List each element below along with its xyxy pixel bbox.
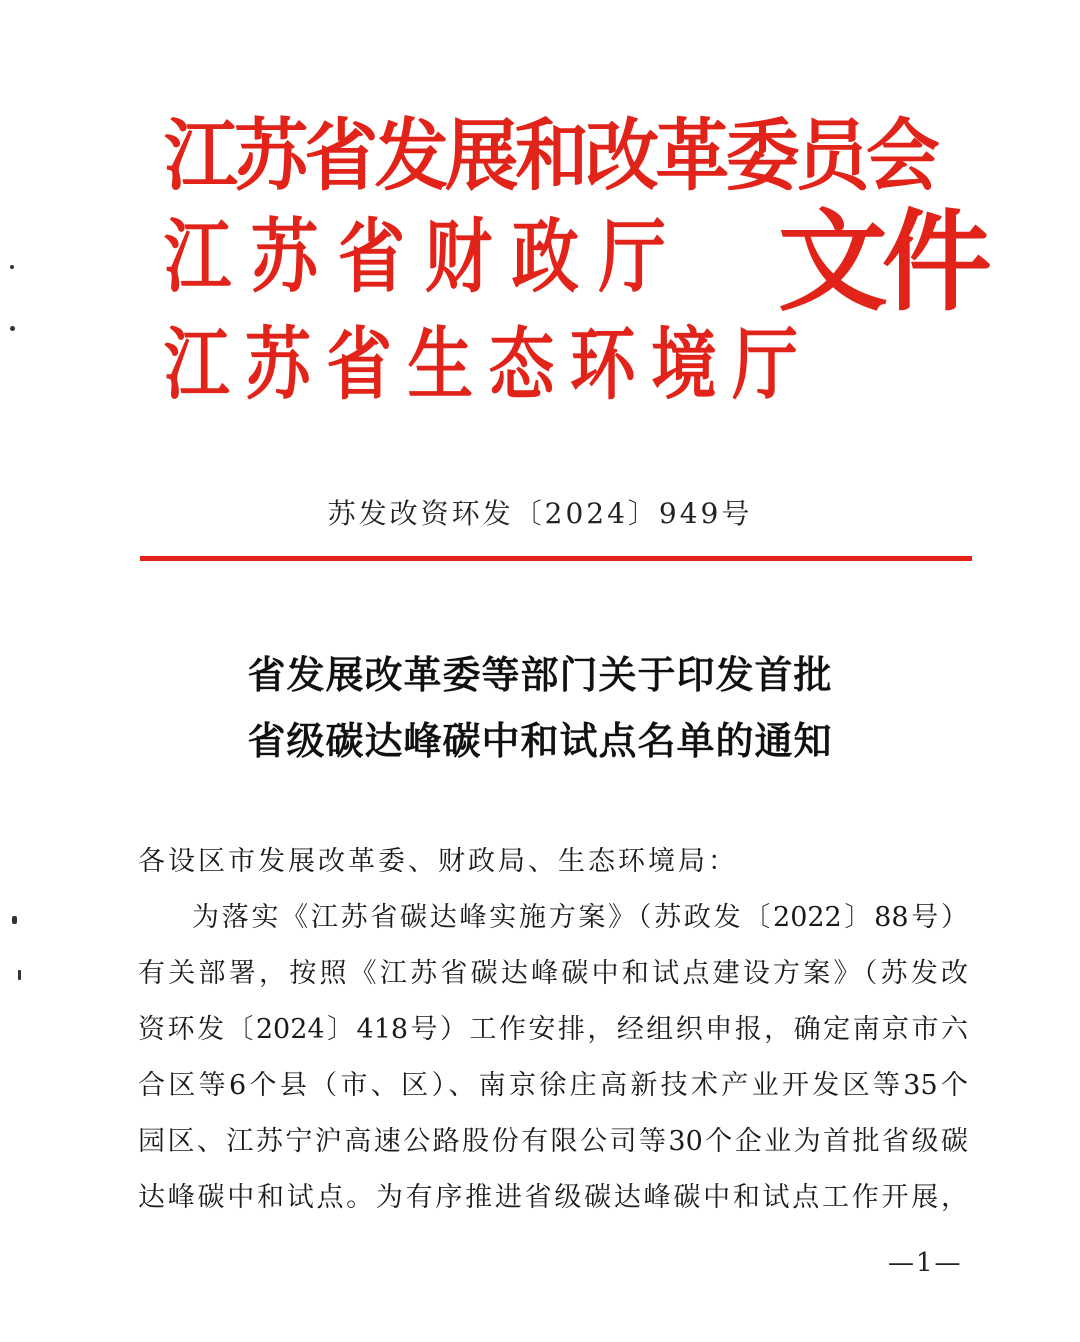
paragraph-line: 合区等6个县（市、区）、南京徐庄高新技术产业开发区等35个	[138, 1070, 968, 1101]
scan-speck	[12, 916, 17, 924]
paragraph-line: 有关部署，按照《江苏省碳达峰碳中和试点建设方案》（苏发改	[138, 958, 968, 989]
masthead-issuer-ndrc: 江苏省发展和改革委员会	[164, 111, 937, 202]
red-masthead	[150, 100, 986, 420]
scan-speck	[10, 265, 14, 269]
paragraph-line: 达峰碳中和试点。为有序推进省级碳达峰碳中和试点工作开展，	[138, 1182, 968, 1213]
document-title-line-1: 省发展改革委等部门关于印发首批	[247, 653, 833, 697]
page-number: —1—	[888, 1248, 963, 1278]
masthead-issuer-finance: 江苏省财政厅	[164, 211, 686, 305]
paragraph-line: 资环发〔2024〕418号）工作安排，经组织申报，确定南京市六	[138, 1014, 968, 1045]
paragraph-line: 园区、江苏宁沪高速公路股份有限公司等30个企业为首批省级碳	[138, 1126, 968, 1157]
red-separator-rule	[140, 556, 972, 561]
masthead-document-label: 文件	[778, 199, 986, 327]
scan-speck	[10, 326, 15, 331]
paragraph-line: 为落实《江苏省碳达峰实施方案》（苏政发〔2022〕88号）	[192, 902, 968, 933]
salutation: 各设区市发展改革委、财政局、生态环境局：	[138, 846, 738, 877]
scan-speck	[18, 970, 21, 980]
masthead-issuer-ecology: 江苏省生态环境厅	[164, 319, 814, 411]
document-title-line-2: 省级碳达峰碳中和试点名单的通知	[247, 719, 833, 763]
document-number: 苏发改资环发〔2024〕949号	[327, 497, 753, 530]
